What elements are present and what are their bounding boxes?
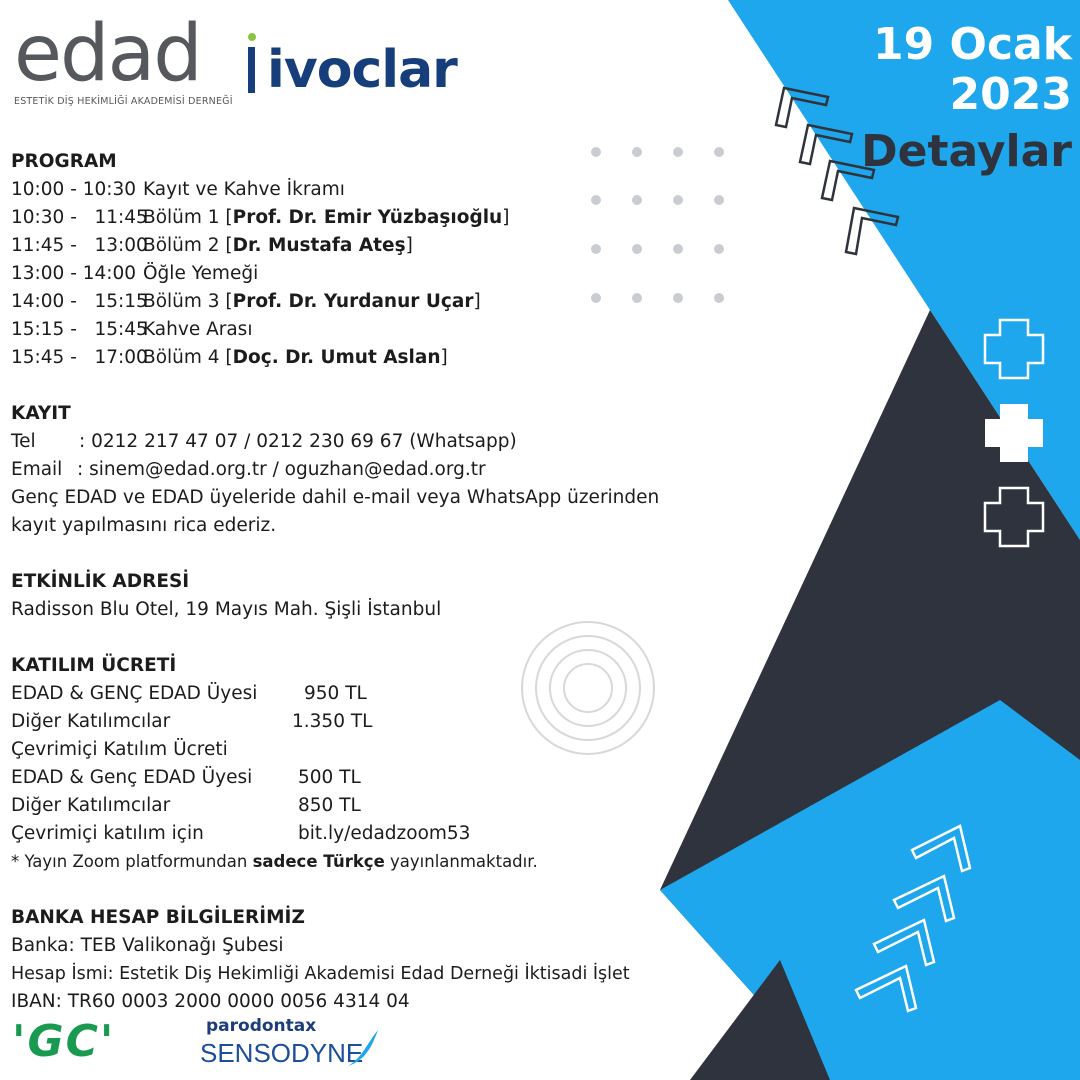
ucret-row-1 <box>11 680 731 708</box>
banka-heading: BANKA HESAP BİLGİLERİMİZ <box>11 907 305 928</box>
program-row <box>11 176 731 204</box>
program-time: 15:15 - 15:45 <box>11 319 148 340</box>
program-item-text: Kayıt ve Kahve İkramı <box>143 179 345 200</box>
online-fee-heading: Çevrimiçi Katılım Ücreti <box>11 739 228 760</box>
program-time: 13:00 - 14:00 <box>11 263 137 284</box>
program-time: 10:30 - 11:45 <box>11 207 148 228</box>
ucret-row-1-label: EDAD & GENÇ EDAD Üyesi <box>11 683 258 704</box>
gc-logo: 'GC' <box>12 1016 116 1067</box>
program-item-text: Bölüm 4 [ <box>143 347 233 368</box>
kayit-note-line1: Genç EDAD ve EDAD üyeleride dahil e-mail veya WhatsApp üzerinden <box>11 487 660 508</box>
program-time: 14:00 - 15:15 <box>11 291 148 312</box>
ucret-row-4-value: 850 TL <box>298 795 361 816</box>
ucret-row-4-label: Diğer Katılımcılar <box>11 795 171 816</box>
ucret-row-4 <box>11 792 731 820</box>
ivoclar-logo <box>248 40 457 100</box>
program-item: Bölüm 2 [Dr. Mustafa Ateş] <box>143 235 413 256</box>
edad-logo <box>14 9 233 107</box>
tel-label: Tel <box>11 431 36 452</box>
ucret-heading: KATILIM ÜCRETİ <box>11 655 177 676</box>
program-row <box>11 204 731 232</box>
banka-line1: Banka: TEB Valikonağı Şubesi <box>11 935 284 956</box>
adres-text: Radisson Blu Otel, 19 Mayıs Mah. Şişli İstanbul <box>11 599 442 620</box>
kayit-heading: KAYIT <box>11 403 71 424</box>
program-heading: PROGRAM <box>11 151 117 172</box>
program-item: Bölüm 4 [Doç. Dr. Umut Aslan] <box>143 347 448 368</box>
program-item <box>143 260 258 288</box>
adres-heading: ETKİNLİK ADRESİ <box>11 571 190 592</box>
program-item-text: Kahve Arası <box>143 319 253 340</box>
sensodyne-logo <box>200 1038 363 1069</box>
date-day-month: 19 Ocak <box>873 19 1072 70</box>
ivoclar-logo-wordmark: ivoclar <box>267 40 457 100</box>
date-block <box>861 20 1072 180</box>
program-item: Bölüm 3 [Prof. Dr. Yurdanur Uçar] <box>143 291 481 312</box>
parodontax-logo: parodontax <box>206 1016 317 1036</box>
zoom-note-pre: * Yayın Zoom platformundan <box>11 852 253 871</box>
ivoclar-logo-mark <box>248 47 255 93</box>
program-speaker: Prof. Dr. Emir Yüzbaşıoğlu <box>232 207 503 228</box>
ucret-row-5-label: Çevrimiçi katılım için <box>11 823 204 844</box>
program-row <box>11 232 731 260</box>
program-item: Bölüm 1 [Prof. Dr. Emir Yüzbaşıoğlu] <box>143 207 510 228</box>
ivoclar-dot-icon <box>248 33 256 41</box>
program-time: 11:45 - 13:00 <box>11 235 148 256</box>
program-item-text: Bölüm 3 [ <box>143 291 233 312</box>
zoom-link[interactable]: bit.ly/edadzoom53 <box>298 823 471 844</box>
details-title: Detaylar <box>861 126 1072 177</box>
date-year: 2023 <box>949 69 1072 120</box>
ucret-row-3-label: EDAD & Genç EDAD Üyesi <box>11 767 253 788</box>
email-label: Email <box>11 459 63 480</box>
program-item-text: Bölüm 2 [ <box>143 235 233 256</box>
program-time: 15:45 - 17:00 <box>11 347 148 368</box>
ucret-row-2-value: 1.350 TL <box>292 711 373 732</box>
program-item <box>143 176 345 204</box>
program-item-text: Bölüm 1 [ <box>143 207 233 228</box>
edad-logo-wordmark: edad <box>14 9 201 99</box>
program-row <box>11 288 731 316</box>
event-details <box>11 148 731 1016</box>
zoom-note <box>11 848 731 876</box>
iban-line: IBAN: TR60 0003 2000 0000 0056 4314 04 <box>11 991 410 1012</box>
ucret-row-5 <box>11 820 731 848</box>
program-speaker: Doç. Dr. Umut Aslan <box>232 347 441 368</box>
zoom-note-bold: sadece Türkçe <box>252 852 385 871</box>
program-row <box>11 316 731 344</box>
tel-row <box>11 428 731 456</box>
ucret-row-2-label: Diğer Katılımcılar <box>11 711 171 732</box>
program-item <box>143 316 252 344</box>
banka-line2: Hesap İsmi: Estetik Diş Hekimliği Akademisi Edad Derneği İktisadi İşlet <box>11 964 630 984</box>
ucret-row-1-value: 950 TL <box>304 683 367 704</box>
kayit-note-line2: kayıt yapılmasını rica ederiz. <box>11 515 277 536</box>
program-speaker: Dr. Mustafa Ateş <box>232 235 406 256</box>
program-list <box>11 176 731 372</box>
zoom-note-post: yayınlanmaktadır. <box>384 852 538 871</box>
ucret-row-2 <box>11 708 731 736</box>
program-row <box>11 344 731 372</box>
sensodyne-swoosh-icon <box>342 1028 382 1068</box>
sensodyne-wordmark: SENSODYNE <box>200 1038 364 1068</box>
program-speaker: Prof. Dr. Yurdanur Uçar <box>232 291 474 312</box>
program-row <box>11 260 731 288</box>
program-time: 10:00 - 10:30 <box>11 179 137 200</box>
ucret-row-3-value: 500 TL <box>298 767 361 788</box>
email-value: : sinem@edad.org.tr / oguzhan@edad.org.tr <box>77 459 486 480</box>
tel-value: : 0212 217 47 07 / 0212 230 69 67 (Whatsapp) <box>79 431 517 452</box>
edad-logo-subtitle: ESTETİK DİŞ HEKİMLİĞİ AKADEMİSİ DERNEĞİ <box>14 96 233 107</box>
ucret-row-3 <box>11 764 731 792</box>
email-row <box>11 456 731 484</box>
program-item-text: Öğle Yemeği <box>143 263 259 284</box>
